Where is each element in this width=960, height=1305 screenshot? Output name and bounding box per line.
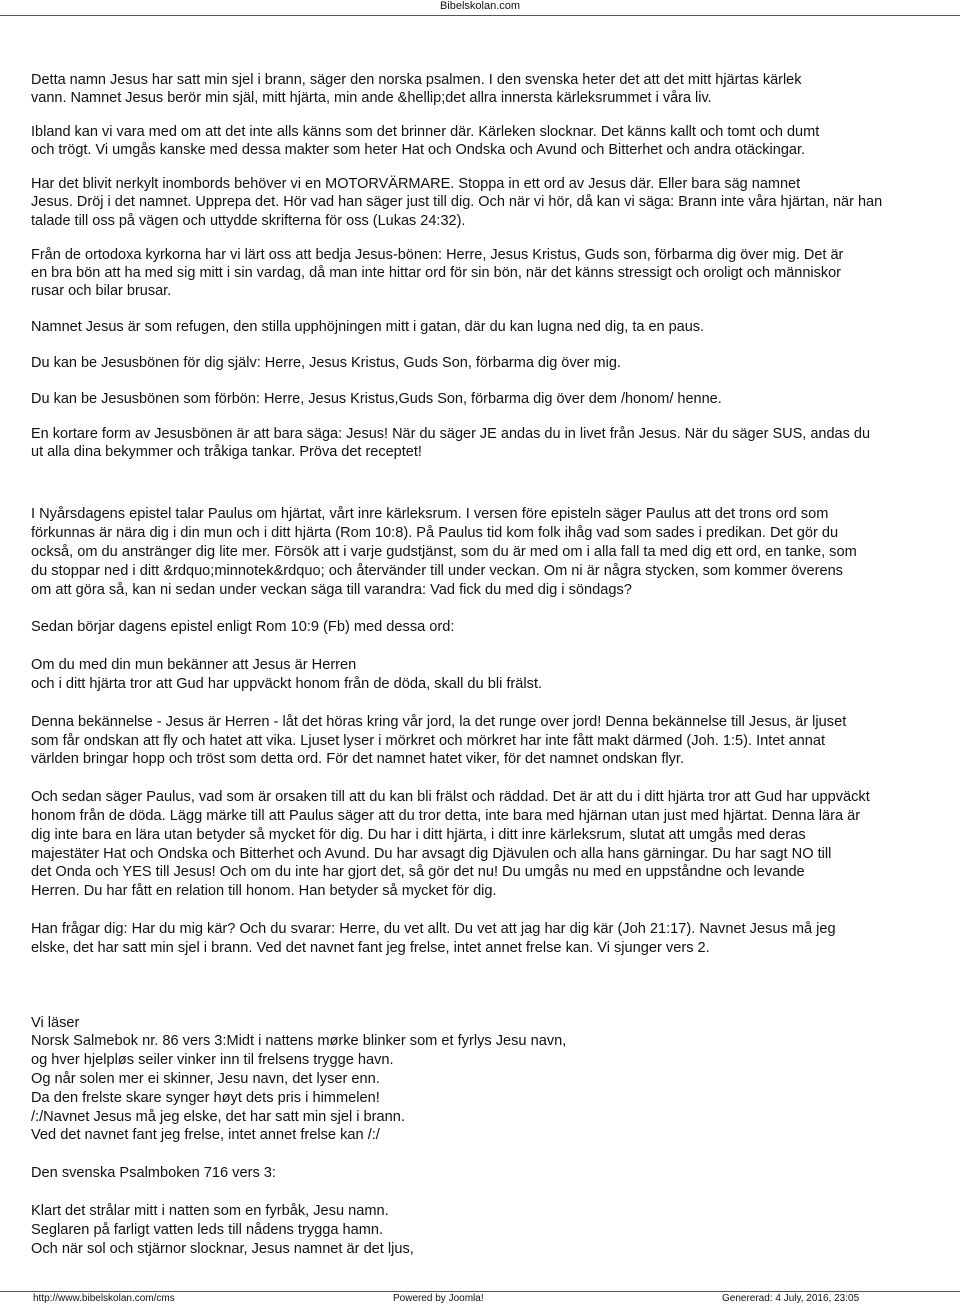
site-header: Bibelskolan.com xyxy=(439,0,521,12)
text-line: Ved det navnet fant jeg frelse, intet annet frelse kan /:/ xyxy=(31,1127,380,1144)
text-line: du stoppar ned i ditt &rdquo;minnotek&rdquo; och återvänder till under veckan. Om ni är några stycken, som kommer överens xyxy=(31,562,843,579)
text-line: elske, det har satt min sjel i brann. Ved det navnet fant jeg frelse, intet annet frelse kan. Vi sjunger vers 2. xyxy=(31,939,710,956)
paragraph-4 xyxy=(31,246,960,300)
hymn-swedish-heading xyxy=(31,1164,960,1183)
text-line: majestäter Hat och Ondska och Bitterhet och Avund. Du har avsagt dig Djävulen och alla hans gärningar. Du har sagt NO till xyxy=(31,845,832,862)
paragraph-3 xyxy=(31,175,960,229)
text-line: Seglaren på farligt vatten leds till nådens trygga hamn. xyxy=(31,1221,384,1238)
text-line: Herren. Du har fått en relation till honom. Han betyder så mycket för dig. xyxy=(31,883,497,900)
text-line: det Onda och YES till Jesus! Och om du inte har gjort det, så gör det nu! Du umgås nu med en uppståndne och levande xyxy=(31,864,805,881)
paragraph-11 xyxy=(31,656,960,694)
text-line: Klart det strålar mitt i natten som en fyrbåk, Jesu namn. xyxy=(31,1202,389,1219)
paragraph-14 xyxy=(31,920,960,958)
text-line: Da den frelste skare synger høyt dets pris i himmelen! xyxy=(31,1089,380,1106)
footer-generated-date: Genererad: 4 July, 2016, 23:05 xyxy=(722,1293,860,1304)
paragraph-6 xyxy=(31,354,960,372)
hymn-norwegian xyxy=(31,1014,960,1146)
text-line: og hver hjelpløs seiler vinker inn til frelsens trygge havn. xyxy=(31,1052,394,1069)
text-line: En kortare form av Jesusbönen är att bara säga: Jesus! När du säger JE andas du in livet från Jesus. När du säger SUS, andas du xyxy=(31,426,871,443)
text-line: Namnet Jesus är som refugen, den stilla upphöjningen mitt i gatan, där du kan lugna ned dig, ta en paus. xyxy=(31,318,705,335)
text-line: Och när sol och stjärnor slocknar, Jesus namnet är det ljus, xyxy=(31,1240,414,1257)
text-line: Du kan be Jesusbönen för dig själv: Herre, Jesus Kristus, Guds Son, förbarma dig över mig. xyxy=(31,355,621,372)
text-line: Har det blivit nerkylt inombords behöver vi en MOTORVÄRMARE. Stoppa in ett ord av Jesus där. Eller bara säg namnet xyxy=(31,176,801,193)
paragraph-7 xyxy=(31,390,960,408)
text-line: och trögt. Vi umgås kanske med dessa makter som heter Hat och Ondska och Avund och Bitterhet och andra otäckingar. xyxy=(31,142,806,159)
text-line: rusar och bilar brusar. xyxy=(31,282,172,299)
paragraph-1 xyxy=(31,71,960,107)
text-line: Han frågar dig: Har du mig kär? Och du svarar: Herre, du vet allt. Du vet att jag har dig kär (Joh 21:17). Navnet Jesus må jeg xyxy=(31,920,836,937)
paragraph-5 xyxy=(31,318,960,336)
header-divider xyxy=(0,15,960,16)
text-line: ut alla dina bekymmer och tråkiga tankar. Pröva det receptet! xyxy=(31,444,422,461)
paragraph-10 xyxy=(31,618,960,637)
text-line: honom från de döda. Lägg märke till att Paulus säger att du tror detta, inte bara med hjärnan utan just med hjärtat. Denna lära är xyxy=(31,807,861,824)
paragraph-2 xyxy=(31,123,960,159)
text-line: som får ondskan att fly och hatet att vika. Ljuset lyser i mörkret och mörkret har inte fått makt därmed (Joh. 1:5). Intet annat xyxy=(31,732,826,749)
text-line: Ibland kan vi vara med om att det inte alls känns som det brinner där. Kärleken slocknar. Det känns kallt och tomt och dumt xyxy=(31,124,820,141)
text-line: Vi läser xyxy=(31,1014,80,1031)
text-line: Från de ortodoxa kyrkorna har vi lärt oss att bedja Jesus-bönen: Herre, Jesus Kristus, Guds son, förbarma dig över mig. Det är xyxy=(31,246,844,263)
text-line: Sedan börjar dagens epistel enligt Rom 10:9 (Fb) med dessa ord: xyxy=(31,619,455,636)
hymn-swedish xyxy=(31,1202,960,1258)
text-line: vann. Namnet Jesus berör min själ, mitt hjärta, min ande &hellip;det allra innersta kärleksrummet i våra liv. xyxy=(31,90,712,107)
paragraph-13 xyxy=(31,788,960,901)
footer-powered-by: Powered by Joomla! xyxy=(393,1293,484,1304)
page-footer xyxy=(0,1291,960,1304)
text-line: Du kan be Jesusbönen som förbön: Herre, Jesus Kristus,Guds Son, förbarma dig över dem /honom/ henne. xyxy=(31,391,722,408)
text-line: Om du med din mun bekänner att Jesus är Herren xyxy=(31,657,357,674)
text-line: I Nyårsdagens epistel talar Paulus om hjärtat, vårt inre kärleksrum. I versen före episteln säger Paulus att det trons ord som xyxy=(31,506,829,523)
text-line: också, om du anstränger dig lite mer. Försök att i varje gudstjänst, som du är med om i alla fall ta med dig ett ord, en tanke, som xyxy=(31,544,857,560)
text-line: /:/Navnet Jesus må jeg elske, det har satt min sjel i brann. xyxy=(31,1108,405,1125)
paragraph-12 xyxy=(31,713,960,769)
article-body xyxy=(31,71,960,1258)
text-line: Och sedan säger Paulus, vad som är orsaken till att du kan bli frälst och räddad. Det är att du i ditt hjärta tror att Gud har uppväckt xyxy=(31,789,870,806)
text-line: Og når solen mer ei skinner, Jesu navn, det lyser enn. xyxy=(31,1070,380,1087)
text-line: dig inte bara en lära utan betyder så mycket för dig. Du har i ditt hjärta, i ditt inre kärleksrum, slutat att umgås med deras xyxy=(31,826,806,843)
paragraph-8 xyxy=(31,425,960,461)
footer-url[interactable]: http://www.bibelskolan.com/cms xyxy=(33,1293,175,1304)
text-line: talade till oss på vägen och uttydde skrifterna för oss (Lukas 24:32). xyxy=(31,212,466,229)
text-line: Jesus. Dröj i det namnet. Upprepa det. Hör vad han säger just till dig. Och när vi hör, då kan vi säga: Brann inte våra hjärtan, när han xyxy=(31,194,883,211)
text-line: världen bringar hopp och tröst som detta ord. För det namnet hatet viker, för det namnet ondskan flyr. xyxy=(31,751,685,768)
text-line: Norsk Salmebok nr. 86 vers 3:Midt i nattens mørke blinker som et fyrlys Jesu navn, xyxy=(31,1033,567,1050)
text-line: och i ditt hjärta tror att Gud har uppväckt honom från de döda, skall du bli frälst. xyxy=(31,675,543,692)
text-line: förkunnas är nära dig i din mun och i ditt hjärta (Rom 10:8). På Paulus tid kom folk ihåg vad som sades i predikan. Det gör du xyxy=(31,525,839,542)
text-line: Detta namn Jesus har satt min sjel i brann, säger den norska psalmen. I den svenska heter det att det mitt hjärtas kärlek xyxy=(31,72,802,88)
text-line: en bra bön att ha med sig mitt i sin vardag, då man inte hittar ord för sin bön, när det känns stressigt och oroligt och människor xyxy=(31,264,842,281)
text-line: Denna bekännelse - Jesus är Herren - låt det höras kring vår jord, la det runge over jord! Denna bekännelse till Jesus, är ljuset xyxy=(31,713,847,730)
paragraph-9 xyxy=(31,505,960,599)
text-line: Den svenska Psalmboken 716 vers 3: xyxy=(31,1165,276,1182)
text-line: om att göra så, kan ni sedan under veckan säga till varandra: Vad fick du med dig i söndags? xyxy=(31,581,632,598)
